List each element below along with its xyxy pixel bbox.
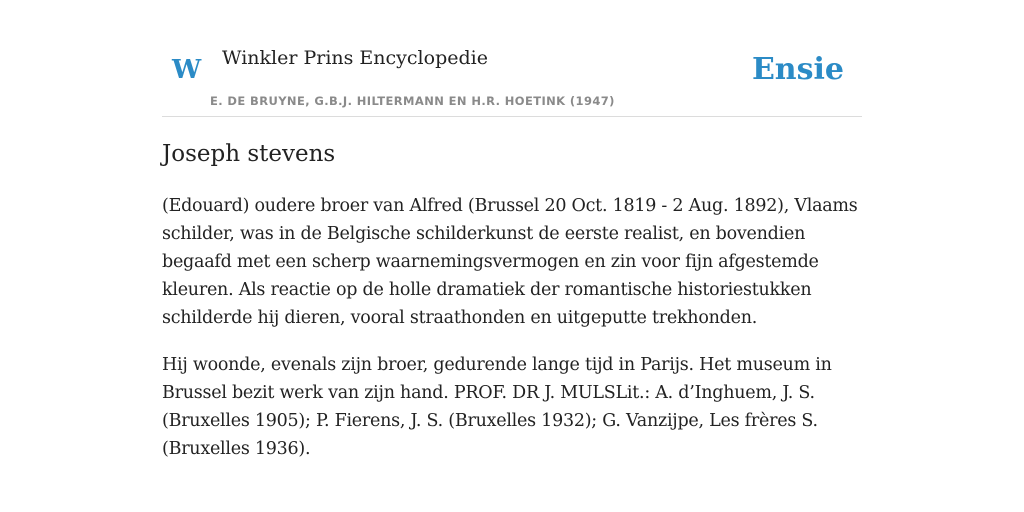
article-title: Joseph stevens: [162, 141, 336, 167]
source-title[interactable]: Winkler Prins Encyclopedie: [222, 47, 488, 69]
article-paragraph-1: (Edouard) oudere broer van Alfred (Brussel 20 Oct. 1819 - 2 Aug. 1892), Vlaams schilder, was in de Belgische schilderkunst de eerste realist, en bovendien begaafd met een scherp waarnemingsvermogen en zin voor fijn afgestemde kleuren. Als reactie op de holle dramatiek der romantische historiestukken schilderde hij dieren, vooral straathonden en uitgeputte trekhonden.: [162, 196, 858, 328]
article-paragraph-2: Hij woonde, evenals zijn broer, gedurende lange tijd in Parijs. Het museum in Brussel bezit werk van zijn hand. PROF. DR J. MULSLit.: A. d’Inghuem, J. S. (Bruxelles 1905); P. Fierens, J. S. (Bruxelles 1932); G. Vanzijpe, Les frères S. (Bruxelles 1936).: [162, 355, 832, 459]
brand-logo[interactable]: Ensie: [751, 52, 844, 87]
source-header: [162, 0, 862, 117]
source-authors: E. DE BRUYNE, G.B.J. HILTERMANN EN H.R. HOETINK (1947): [210, 94, 615, 108]
source-logo[interactable]: W: [172, 55, 202, 85]
